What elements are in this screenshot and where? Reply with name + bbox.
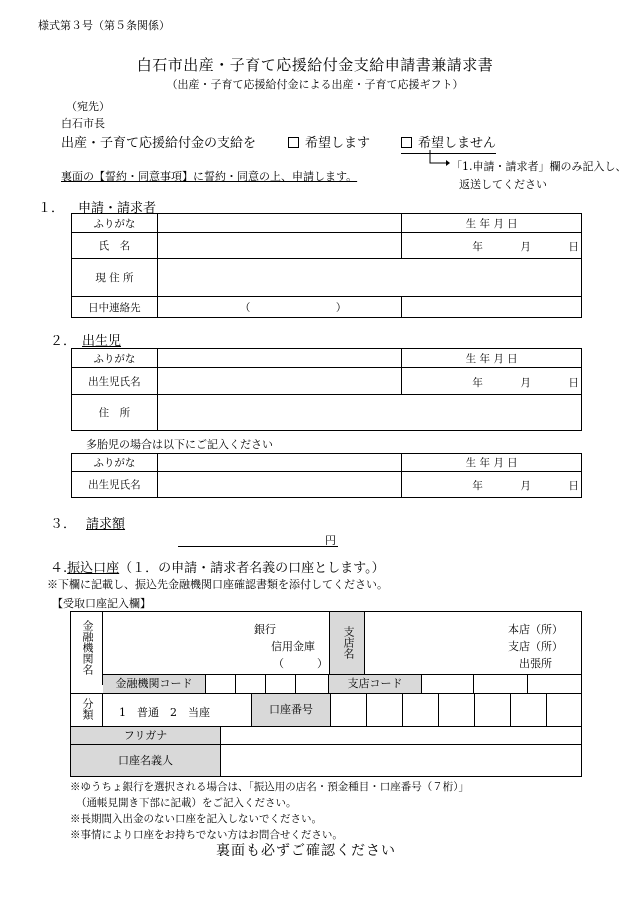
fi-name-field[interactable] [104, 613, 252, 673]
branch-label: 支店名 [342, 626, 355, 659]
section3-number: ３． [50, 517, 77, 532]
yen-label: 円 [325, 534, 336, 547]
note-3: ※長期間入出金のない口座を記入しないでください。 [70, 813, 322, 825]
section3-heading [50, 513, 125, 532]
applicant-dob-day: 日 [568, 241, 579, 253]
footer-notice: 裏面も必ずご確認ください [216, 843, 396, 859]
section2-heading [50, 330, 121, 349]
section2-number: ２． [50, 334, 77, 349]
form-title: 白石市出産・子育て応援給付金支給申請書兼請求書 [136, 56, 494, 74]
child-name-label: 出生児氏名 [72, 368, 158, 395]
applicant-furigana-field[interactable] [157, 214, 401, 233]
account-type-options[interactable]: 1 普通 2 当座 [119, 706, 210, 719]
addressee: 白石市長 [61, 117, 105, 130]
child-furigana-field[interactable] [157, 349, 401, 368]
form-number: 様式第３号（第５条関係） [38, 19, 170, 32]
child-dob-label: 生 年 月 日 [402, 349, 582, 368]
account-digit-2[interactable] [367, 694, 403, 726]
account-box-title: 【受取口座記入欄】 [52, 597, 151, 610]
child2-name-field[interactable] [157, 472, 401, 498]
child-address-label: 住 所 [72, 395, 158, 431]
account-digit-3[interactable] [403, 694, 439, 726]
holder-field[interactable] [221, 745, 581, 776]
section1-number: １． [38, 201, 65, 216]
account-digit-6[interactable] [511, 694, 547, 726]
child2-furigana-field[interactable] [157, 454, 401, 472]
shinkin-option: 信用金庫 [271, 640, 315, 653]
fi-label: 金融機関名 [81, 620, 94, 675]
wish-yes-checkbox[interactable] [288, 137, 299, 148]
child2-dob-day: 日 [568, 480, 579, 492]
branch-code-label: 支店コード [329, 675, 422, 693]
child2-dob-field[interactable] [402, 472, 582, 498]
applicant-address-label: 現 住 所 [72, 259, 158, 297]
wish-no-note-2: 返送してください [459, 178, 547, 191]
arrow-icon [420, 150, 450, 170]
kana-label: フリガナ [71, 727, 221, 744]
account-digit-7[interactable] [547, 694, 581, 726]
account-digit-4[interactable] [439, 694, 475, 726]
child-furigana-label: ふりがな [72, 349, 158, 368]
wish-yes-label: 希望します [305, 136, 371, 151]
bank-paren: （ ） [273, 657, 328, 670]
branch-name-field[interactable] [366, 613, 486, 673]
applicant-name-label: 氏 名 [72, 233, 158, 259]
child-address-field[interactable] [157, 395, 581, 431]
wish-yes-option[interactable] [288, 132, 370, 151]
fi-code-label: 金融機関コード [103, 675, 206, 693]
honten-option: 本店（所） [508, 623, 563, 636]
account-digit-5[interactable] [475, 694, 511, 726]
contact-paren-open: （ [239, 302, 251, 314]
child-table [71, 348, 582, 431]
applicant-dob-field[interactable] [402, 233, 582, 259]
applicant-dob-label: 生 年 月 日 [402, 214, 582, 233]
applicant-dob-year: 年 [472, 241, 483, 253]
child-dob-month: 月 [520, 377, 531, 389]
applicant-contact-field[interactable] [157, 297, 401, 318]
applicant-contact-blank [402, 297, 582, 318]
note-4: ※事情により口座をお持ちでない方はお問合せください。 [70, 829, 343, 841]
applicant-furigana-label: ふりがな [72, 214, 158, 233]
bank-info-box [70, 611, 582, 777]
applicant-contact-label: 日中連絡先 [72, 297, 158, 318]
note-1: ※ゆうちょ銀行を選択される場合は、「振込用の店名・預金種目・口座番号（７桁）」 [70, 781, 469, 793]
section4-heading-note: （１．の申請・請求者名義の口座とします。） [119, 561, 385, 576]
applicant-name-field[interactable] [157, 233, 401, 259]
shiten-option: 支店（所） [508, 640, 563, 653]
child-dob-year: 年 [472, 377, 483, 389]
applicant-dob-month: 月 [520, 241, 531, 253]
contact-paren-close: ） [335, 302, 347, 314]
child-dob-field[interactable] [402, 368, 582, 395]
pledge-text: 裏面の【誓約・同意事項】に誓約・同意の上、申請します。 [61, 170, 358, 183]
wish-prompt: 出産・子育て応援給付金の支給を [61, 136, 257, 151]
amount-field[interactable] [178, 546, 338, 547]
child2-dob-month: 月 [520, 480, 531, 492]
section4-heading [50, 557, 385, 576]
section4-title: 振込口座 [67, 561, 120, 576]
type-label: 分類 [81, 698, 94, 720]
child2-table [71, 453, 582, 498]
fi-code-digit-3[interactable] [266, 675, 296, 693]
section4-number: ４. [50, 561, 68, 576]
bank-option: 銀行 [254, 623, 276, 636]
child2-dob-label: 生 年 月 日 [402, 454, 582, 472]
wish-no-note-1: 「1.申請・請求者」欄のみ記入し、 [451, 160, 627, 173]
form-subtitle: （出産・子育て応援給付金による出産・子育て応援ギフト） [166, 78, 464, 91]
account-digit-1[interactable] [331, 694, 367, 726]
note-2: （通帳見開き下部に記載）をご記入ください。 [76, 797, 297, 809]
multiple-birth-note: 多胎児の場合は以下にご記入ください [86, 438, 273, 451]
fi-code-digit-2[interactable] [236, 675, 266, 693]
child-dob-day: 日 [568, 377, 579, 389]
account-no-label: 口座番号 [251, 694, 331, 726]
child2-furigana-label: ふりがな [72, 454, 158, 472]
fi-code-digit-1[interactable] [206, 675, 236, 693]
shucchojo-option: 出張所 [519, 657, 552, 670]
kana-field[interactable] [221, 727, 581, 744]
branch-code-digit-1[interactable] [422, 675, 474, 693]
branch-code-digit-3[interactable] [528, 675, 581, 693]
section3-title: 請求額 [86, 517, 126, 532]
holder-label: 口座名義人 [71, 745, 221, 776]
wish-no-checkbox[interactable] [401, 137, 412, 148]
section2-title: 出生児 [82, 334, 122, 349]
applicant-table [71, 213, 582, 318]
child2-dob-year: 年 [472, 480, 483, 492]
section1-title: 申請・請求者 [78, 201, 157, 216]
addressee-label: （宛先） [66, 100, 110, 113]
section4-note: ※下欄に記載し、振込先金融機関口座確認書類を添付してください。 [47, 578, 388, 591]
child-name-field[interactable] [157, 368, 401, 395]
wish-no-label: 希望しません [418, 136, 497, 151]
child2-name-label: 出生児氏名 [72, 472, 158, 498]
fi-code-digit-4[interactable] [296, 675, 329, 693]
applicant-address-field[interactable] [157, 259, 581, 297]
branch-code-digit-2[interactable] [474, 675, 528, 693]
